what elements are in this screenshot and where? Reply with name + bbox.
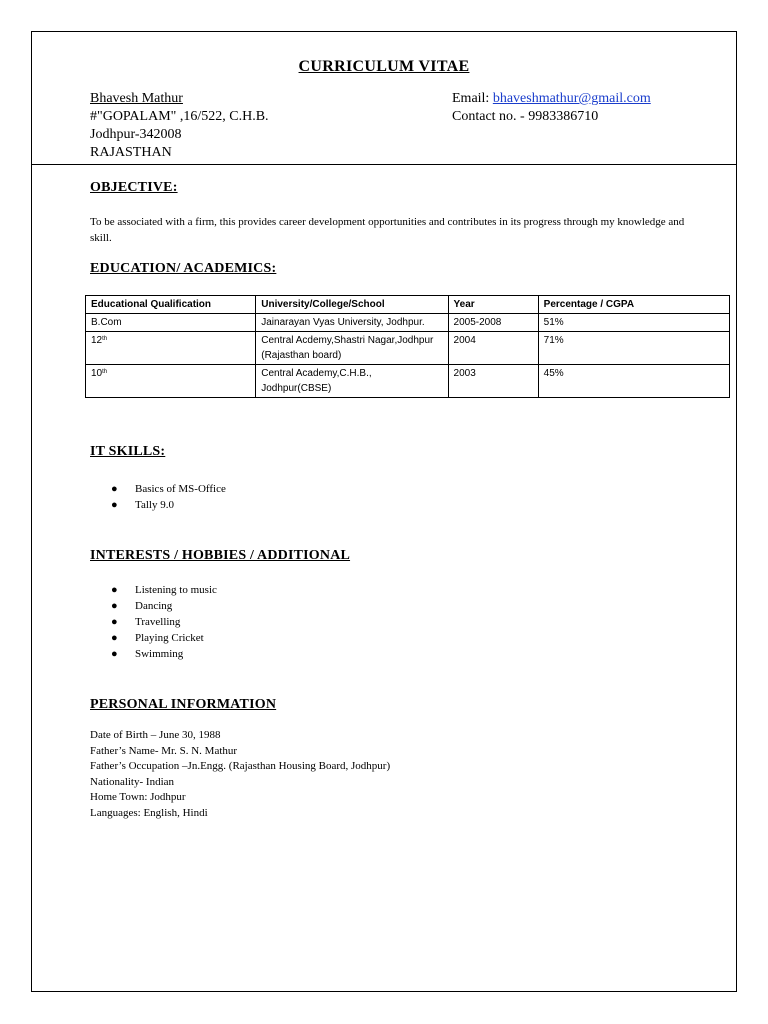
it-skills-list <box>90 481 226 513</box>
column-header: Year <box>448 296 538 314</box>
table-row <box>86 314 730 332</box>
candidate-name: Bhavesh Mathur <box>90 91 183 106</box>
address-line: Jodhpur-342008 <box>90 127 182 142</box>
ordinal-suffix: th <box>102 369 108 375</box>
list-item: ● Listening to music <box>111 584 217 596</box>
institution-cell: Central Academy,C.H.B., Jodhpur(CBSE) <box>256 365 448 398</box>
institution-cell: Central Acdemy,Shastri Nagar,Jodhpur (Rajasthan board) <box>256 332 448 365</box>
list-item: ● Playing Cricket <box>111 632 204 644</box>
bullet-icon: ● <box>111 600 118 612</box>
percentage-cell: 45% <box>538 365 729 398</box>
qualification-cell: 12th <box>86 332 256 365</box>
institution-cell: Jainarayan Vyas University, Jodhpur. <box>256 314 448 332</box>
bullet-icon: ● <box>111 584 118 596</box>
personal-info-line: Date of Birth – June 30, 1988 <box>90 729 221 741</box>
address-line: #"GOPALAM" ,16/522, C.H.B. <box>90 109 269 124</box>
list-item: ● Travelling <box>111 616 181 628</box>
email-line <box>452 90 651 108</box>
ordinal-suffix: th <box>102 336 108 342</box>
column-header: Percentage / CGPA <box>538 296 729 314</box>
table-header-row <box>86 296 730 314</box>
interests-heading: INTERESTS / HOBBIES / ADDITIONAL <box>90 548 351 563</box>
column-header: University/College/School <box>256 296 448 314</box>
column-header: Educational Qualification <box>86 296 256 314</box>
year-cell: 2004 <box>448 332 538 365</box>
personal-info-heading: PERSONAL INFORMATION <box>90 697 277 712</box>
objective-text: To be associated with a firm, this provides career development opportunities and contributes in its progress through my knowledge and skill. <box>90 216 685 244</box>
objective-heading: OBJECTIVE: <box>90 180 178 195</box>
qualification-cell: B.Com <box>86 314 256 332</box>
year-cell: 2005-2008 <box>448 314 538 332</box>
list-item: ● Tally 9.0 <box>111 499 174 511</box>
personal-info-block <box>90 728 390 821</box>
list-item: ● Swimming <box>111 648 184 660</box>
bullet-icon: ● <box>111 632 118 644</box>
bullet-icon: ● <box>111 616 118 628</box>
table-row <box>86 332 730 365</box>
bullet-icon: ● <box>111 499 118 511</box>
percentage-cell: 51% <box>538 314 729 332</box>
year-cell: 2003 <box>448 365 538 398</box>
address-line: RAJASTHAN <box>90 145 172 160</box>
personal-info-line: Father’s Name- Mr. S. N. Mathur <box>90 744 238 757</box>
email-link[interactable]: bhaveshmathur@gmail.com <box>492 91 651 106</box>
personal-info-line: Languages: English, Hindi <box>90 806 208 819</box>
email-label: Email: <box>452 91 493 106</box>
education-heading: EDUCATION/ ACADEMICS: <box>90 261 277 276</box>
interests-list <box>90 582 217 662</box>
personal-info-line: Home Town: Jodhpur <box>90 791 186 803</box>
contact-block <box>452 90 651 126</box>
personal-info-line: Nationality- Indian <box>90 775 175 788</box>
bullet-icon: ● <box>111 483 118 495</box>
list-item: ● Dancing <box>111 600 173 612</box>
contact-number: Contact no. - 9983386710 <box>452 109 599 124</box>
header-divider <box>31 164 737 165</box>
personal-info-line: Father’s Occupation –Jn.Engg. (Rajasthan Housing Board, Jodhpur) <box>90 760 391 772</box>
it-skills-heading: IT SKILLS: <box>90 444 166 459</box>
qualification-cell: 10th <box>86 365 256 398</box>
bullet-icon: ● <box>111 648 118 660</box>
document-title: CURRICULUM VITAE <box>298 58 470 75</box>
table-row <box>86 365 730 398</box>
education-table <box>85 295 730 398</box>
list-item: ● Basics of MS-Office <box>111 483 226 495</box>
percentage-cell: 71% <box>538 332 729 365</box>
address-block <box>90 90 269 162</box>
